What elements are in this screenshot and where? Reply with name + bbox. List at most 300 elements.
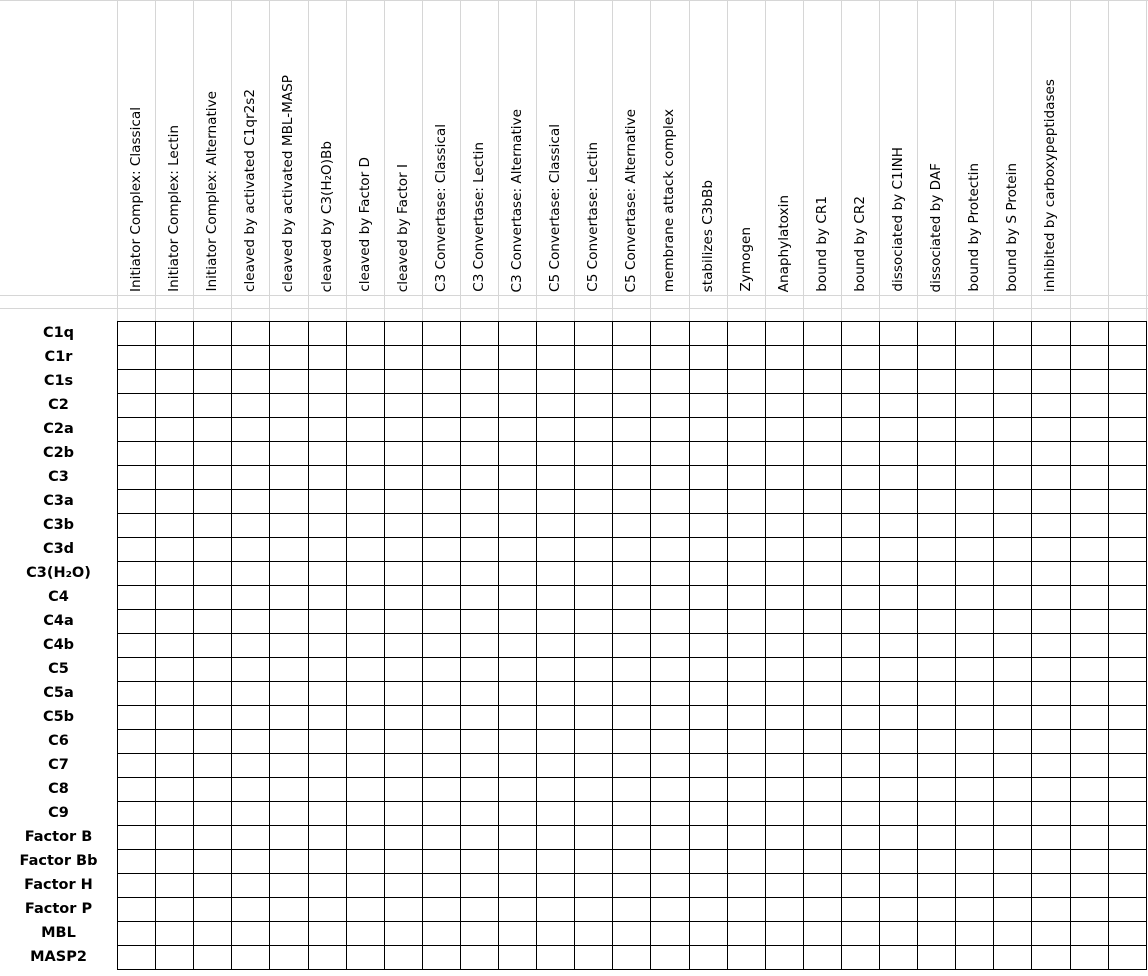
grid-cell[interactable] [650,465,690,490]
grid-cell[interactable] [422,753,461,778]
grid-cell[interactable] [803,897,842,922]
grid-cell[interactable] [498,657,537,682]
grid-cell[interactable] [727,393,766,418]
grid-cell[interactable] [612,441,651,466]
grid-cell[interactable] [955,681,994,706]
grid-cell[interactable] [269,921,309,946]
grid-cell[interactable] [155,561,194,586]
grid-cell[interactable] [536,393,575,418]
grid-cell[interactable] [346,825,385,850]
grid-cell[interactable] [650,681,690,706]
grid-cell[interactable] [269,585,309,610]
grid-cell[interactable] [460,873,499,898]
grid-cell[interactable] [803,561,842,586]
grid-cell[interactable] [498,345,537,370]
grid-cell[interactable] [308,753,347,778]
grid-cell[interactable] [917,657,956,682]
grid-cell[interactable] [574,681,613,706]
grid-cell[interactable] [727,537,766,562]
grid-cell[interactable] [193,705,232,730]
grid-cell[interactable] [384,921,423,946]
grid-cell[interactable] [231,729,270,754]
grid-cell[interactable] [917,585,956,610]
grid-cell[interactable] [917,489,956,514]
grid-cell[interactable] [727,681,766,706]
grid-cell[interactable] [422,393,461,418]
grid-cell[interactable] [155,729,194,754]
grid-cell[interactable] [536,321,575,346]
grid-cell[interactable] [1108,393,1147,418]
grid-cell[interactable] [1108,897,1147,922]
grid-cell[interactable] [727,633,766,658]
grid-cell[interactable] [346,945,385,970]
grid-cell[interactable] [498,441,537,466]
grid-cell[interactable] [993,321,1032,346]
grid-cell[interactable] [308,369,347,394]
grid-cell[interactable] [1070,849,1109,874]
grid-cell[interactable] [231,609,270,634]
grid-cell[interactable] [308,777,347,802]
grid-cell[interactable] [689,489,728,514]
grid-cell[interactable] [536,897,575,922]
grid-cell[interactable] [536,537,575,562]
grid-cell[interactable] [917,345,956,370]
grid-cell[interactable] [498,465,537,490]
grid-cell[interactable] [1108,921,1147,946]
grid-cell[interactable] [308,873,347,898]
grid-cell[interactable] [841,945,880,970]
grid-cell[interactable] [1070,369,1109,394]
grid-cell[interactable] [155,873,194,898]
grid-cell[interactable] [993,873,1032,898]
grid-cell[interactable] [536,513,575,538]
grid-cell[interactable] [346,873,385,898]
grid-cell[interactable] [498,561,537,586]
grid-cell[interactable] [993,489,1032,514]
grid-cell[interactable] [231,585,270,610]
grid-cell[interactable] [384,729,423,754]
grid-cell[interactable] [993,561,1032,586]
grid-cell[interactable] [841,921,880,946]
grid-cell[interactable] [993,753,1032,778]
grid-cell[interactable] [460,849,499,874]
grid-cell[interactable] [841,561,880,586]
grid-cell[interactable] [879,849,918,874]
grid-cell[interactable] [460,561,499,586]
grid-cell[interactable] [727,777,766,802]
grid-cell[interactable] [1031,801,1071,826]
grid-cell[interactable] [689,921,728,946]
grid-cell[interactable] [841,513,880,538]
grid-cell[interactable] [117,633,156,658]
grid-cell[interactable] [460,321,499,346]
grid-cell[interactable] [155,585,194,610]
grid-cell[interactable] [346,585,385,610]
grid-cell[interactable] [612,945,651,970]
grid-cell[interactable] [650,777,690,802]
grid-cell[interactable] [879,537,918,562]
grid-cell[interactable] [955,801,994,826]
grid-cell[interactable] [1031,681,1071,706]
grid-cell[interactable] [1070,801,1109,826]
grid-cell[interactable] [765,609,804,634]
grid-cell[interactable] [993,705,1032,730]
grid-cell[interactable] [727,753,766,778]
grid-cell[interactable] [1070,897,1109,922]
grid-cell[interactable] [993,609,1032,634]
grid-cell[interactable] [612,393,651,418]
grid-cell[interactable] [803,393,842,418]
grid-cell[interactable] [1070,705,1109,730]
grid-cell[interactable] [346,537,385,562]
grid-cell[interactable] [193,801,232,826]
grid-cell[interactable] [422,345,461,370]
grid-cell[interactable] [765,441,804,466]
grid-cell[interactable] [117,513,156,538]
grid-cell[interactable] [384,825,423,850]
grid-cell[interactable] [803,417,842,442]
grid-cell[interactable] [917,465,956,490]
grid-cell[interactable] [574,345,613,370]
grid-cell[interactable] [460,633,499,658]
grid-cell[interactable] [574,945,613,970]
grid-cell[interactable] [879,897,918,922]
grid-cell[interactable] [1108,729,1147,754]
grid-cell[interactable] [193,561,232,586]
grid-cell[interactable] [117,393,156,418]
grid-cell[interactable] [879,609,918,634]
grid-cell[interactable] [155,921,194,946]
grid-cell[interactable] [269,849,309,874]
grid-cell[interactable] [1070,753,1109,778]
grid-cell[interactable] [117,441,156,466]
grid-cell[interactable] [879,585,918,610]
grid-cell[interactable] [650,729,690,754]
grid-cell[interactable] [689,825,728,850]
grid-cell[interactable] [1031,369,1071,394]
grid-cell[interactable] [155,441,194,466]
grid-cell[interactable] [993,681,1032,706]
grid-cell[interactable] [803,777,842,802]
grid-cell[interactable] [689,657,728,682]
grid-cell[interactable] [650,561,690,586]
grid-cell[interactable] [155,537,194,562]
grid-cell[interactable] [955,393,994,418]
grid-cell[interactable] [879,345,918,370]
grid-cell[interactable] [955,873,994,898]
grid-cell[interactable] [1070,945,1109,970]
grid-cell[interactable] [231,945,270,970]
grid-cell[interactable] [1031,489,1071,514]
grid-cell[interactable] [1070,921,1109,946]
grid-cell[interactable] [917,441,956,466]
grid-cell[interactable] [650,441,690,466]
grid-cell[interactable] [650,921,690,946]
grid-cell[interactable] [689,681,728,706]
grid-cell[interactable] [727,369,766,394]
grid-cell[interactable] [612,465,651,490]
grid-cell[interactable] [955,897,994,922]
grid-cell[interactable] [422,537,461,562]
grid-cell[interactable] [650,801,690,826]
grid-cell[interactable] [422,825,461,850]
grid-cell[interactable] [346,633,385,658]
grid-cell[interactable] [765,657,804,682]
grid-cell[interactable] [269,561,309,586]
grid-cell[interactable] [650,705,690,730]
grid-cell[interactable] [117,921,156,946]
grid-cell[interactable] [803,681,842,706]
grid-cell[interactable] [650,633,690,658]
grid-cell[interactable] [612,489,651,514]
grid-cell[interactable] [346,753,385,778]
grid-cell[interactable] [498,681,537,706]
grid-cell[interactable] [384,513,423,538]
grid-cell[interactable] [955,369,994,394]
grid-cell[interactable] [803,537,842,562]
grid-cell[interactable] [1031,393,1071,418]
grid-cell[interactable] [841,345,880,370]
grid-cell[interactable] [612,537,651,562]
grid-cell[interactable] [460,729,499,754]
grid-cell[interactable] [917,321,956,346]
grid-cell[interactable] [689,321,728,346]
grid-cell[interactable] [269,681,309,706]
grid-cell[interactable] [1108,849,1147,874]
grid-cell[interactable] [727,849,766,874]
grid-cell[interactable] [689,633,728,658]
grid-cell[interactable] [993,777,1032,802]
grid-cell[interactable] [498,633,537,658]
grid-cell[interactable] [574,849,613,874]
grid-cell[interactable] [155,801,194,826]
grid-cell[interactable] [193,609,232,634]
grid-cell[interactable] [422,321,461,346]
grid-cell[interactable] [498,513,537,538]
grid-cell[interactable] [384,561,423,586]
grid-cell[interactable] [422,777,461,802]
grid-cell[interactable] [498,897,537,922]
grid-cell[interactable] [1070,585,1109,610]
grid-cell[interactable] [955,321,994,346]
grid-cell[interactable] [193,633,232,658]
grid-cell[interactable] [536,345,575,370]
grid-cell[interactable] [1031,321,1071,346]
grid-cell[interactable] [1108,537,1147,562]
grid-cell[interactable] [612,609,651,634]
grid-cell[interactable] [117,561,156,586]
grid-cell[interactable] [1070,657,1109,682]
grid-cell[interactable] [498,489,537,514]
grid-cell[interactable] [346,393,385,418]
grid-cell[interactable] [689,345,728,370]
grid-cell[interactable] [993,537,1032,562]
grid-cell[interactable] [193,345,232,370]
grid-cell[interactable] [1031,849,1071,874]
grid-cell[interactable] [308,729,347,754]
grid-cell[interactable] [269,897,309,922]
grid-cell[interactable] [841,873,880,898]
grid-cell[interactable] [536,633,575,658]
grid-cell[interactable] [803,849,842,874]
grid-cell[interactable] [231,393,270,418]
grid-cell[interactable] [765,681,804,706]
grid-cell[interactable] [689,849,728,874]
grid-cell[interactable] [422,609,461,634]
grid-cell[interactable] [841,537,880,562]
grid-cell[interactable] [879,417,918,442]
grid-cell[interactable] [231,465,270,490]
grid-cell[interactable] [1031,777,1071,802]
grid-cell[interactable] [803,801,842,826]
grid-cell[interactable] [460,753,499,778]
grid-cell[interactable] [1031,753,1071,778]
grid-cell[interactable] [1108,753,1147,778]
grid-cell[interactable] [231,321,270,346]
grid-cell[interactable] [1070,345,1109,370]
grid-cell[interactable] [1031,705,1071,730]
grid-cell[interactable] [612,321,651,346]
grid-cell[interactable] [346,729,385,754]
grid-cell[interactable] [346,897,385,922]
grid-cell[interactable] [803,945,842,970]
grid-cell[interactable] [689,513,728,538]
grid-cell[interactable] [993,729,1032,754]
grid-cell[interactable] [536,729,575,754]
grid-cell[interactable] [231,681,270,706]
grid-cell[interactable] [1108,873,1147,898]
grid-cell[interactable] [308,561,347,586]
grid-cell[interactable] [155,777,194,802]
grid-cell[interactable] [650,849,690,874]
grid-cell[interactable] [384,417,423,442]
grid-cell[interactable] [917,825,956,850]
grid-cell[interactable] [1108,561,1147,586]
grid-cell[interactable] [612,705,651,730]
grid-cell[interactable] [879,657,918,682]
grid-cell[interactable] [917,369,956,394]
grid-cell[interactable] [803,585,842,610]
grid-cell[interactable] [384,849,423,874]
grid-cell[interactable] [650,537,690,562]
grid-cell[interactable] [803,513,842,538]
grid-cell[interactable] [955,753,994,778]
grid-cell[interactable] [117,369,156,394]
grid-cell[interactable] [803,441,842,466]
grid-cell[interactable] [193,825,232,850]
grid-cell[interactable] [727,465,766,490]
grid-cell[interactable] [993,345,1032,370]
grid-cell[interactable] [346,513,385,538]
grid-cell[interactable] [536,873,575,898]
grid-cell[interactable] [308,633,347,658]
grid-cell[interactable] [765,801,804,826]
grid-cell[interactable] [155,753,194,778]
grid-cell[interactable] [727,801,766,826]
grid-cell[interactable] [1031,513,1071,538]
grid-cell[interactable] [841,417,880,442]
grid-cell[interactable] [727,321,766,346]
grid-cell[interactable] [422,897,461,922]
grid-cell[interactable] [269,369,309,394]
grid-cell[interactable] [460,585,499,610]
grid-cell[interactable] [765,417,804,442]
grid-cell[interactable] [727,561,766,586]
grid-cell[interactable] [231,633,270,658]
grid-cell[interactable] [727,897,766,922]
grid-cell[interactable] [917,633,956,658]
grid-cell[interactable] [803,921,842,946]
grid-cell[interactable] [384,873,423,898]
grid-cell[interactable] [955,921,994,946]
grid-cell[interactable] [498,321,537,346]
grid-cell[interactable] [955,825,994,850]
grid-cell[interactable] [765,513,804,538]
grid-cell[interactable] [689,873,728,898]
grid-cell[interactable] [117,945,156,970]
grid-cell[interactable] [917,561,956,586]
grid-cell[interactable] [422,681,461,706]
grid-cell[interactable] [155,849,194,874]
grid-cell[interactable] [574,537,613,562]
grid-cell[interactable] [993,369,1032,394]
grid-cell[interactable] [308,609,347,634]
grid-cell[interactable] [460,513,499,538]
grid-cell[interactable] [803,321,842,346]
grid-cell[interactable] [650,609,690,634]
grid-cell[interactable] [955,849,994,874]
grid-cell[interactable] [460,897,499,922]
grid-cell[interactable] [536,801,575,826]
grid-cell[interactable] [803,873,842,898]
grid-cell[interactable] [574,897,613,922]
grid-cell[interactable] [727,489,766,514]
grid-cell[interactable] [879,801,918,826]
grid-cell[interactable] [879,633,918,658]
grid-cell[interactable] [612,657,651,682]
grid-cell[interactable] [498,921,537,946]
grid-cell[interactable] [346,705,385,730]
grid-cell[interactable] [612,729,651,754]
grid-cell[interactable] [1108,681,1147,706]
grid-cell[interactable] [689,801,728,826]
grid-cell[interactable] [346,921,385,946]
grid-cell[interactable] [727,513,766,538]
grid-cell[interactable] [384,681,423,706]
grid-cell[interactable] [917,729,956,754]
grid-cell[interactable] [612,849,651,874]
grid-cell[interactable] [612,753,651,778]
grid-cell[interactable] [422,561,461,586]
grid-cell[interactable] [460,393,499,418]
grid-cell[interactable] [269,945,309,970]
grid-cell[interactable] [650,513,690,538]
grid-cell[interactable] [269,417,309,442]
grid-cell[interactable] [498,945,537,970]
grid-cell[interactable] [536,561,575,586]
grid-cell[interactable] [460,705,499,730]
grid-cell[interactable] [1108,417,1147,442]
grid-cell[interactable] [536,369,575,394]
grid-cell[interactable] [460,609,499,634]
grid-cell[interactable] [803,753,842,778]
grid-cell[interactable] [841,849,880,874]
grid-cell[interactable] [993,801,1032,826]
grid-cell[interactable] [1070,321,1109,346]
grid-cell[interactable] [1070,537,1109,562]
grid-cell[interactable] [193,585,232,610]
grid-cell[interactable] [384,777,423,802]
